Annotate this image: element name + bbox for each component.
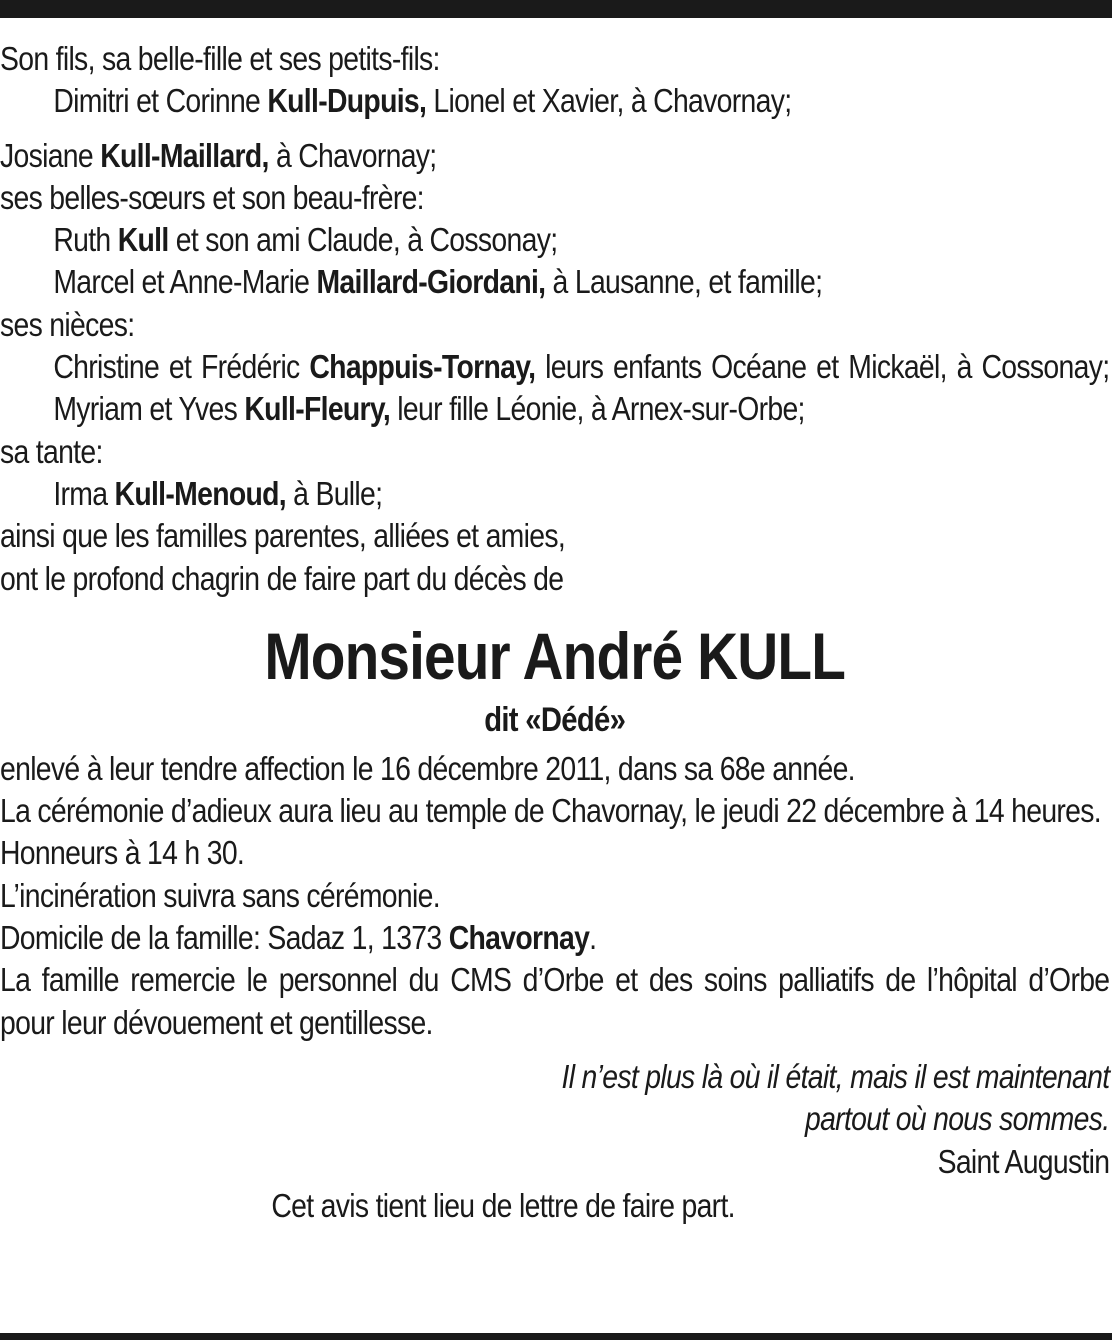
surname: Maillard-Giordani, (316, 263, 546, 301)
text: Irma (53, 474, 115, 512)
josiane-line (0, 135, 1109, 177)
christine-line (0, 346, 1109, 388)
text: Dimitri et Corinne (53, 82, 268, 120)
surname: Kull-Dupuis, (267, 82, 427, 120)
domicile-line (0, 917, 1109, 959)
text: Josiane (0, 136, 101, 174)
aunt-header: sa tante: (0, 432, 103, 470)
honours-line: Honneurs à 14 h 30. (0, 834, 245, 872)
text: leur fille Léonie, à Arnex-sur-Orbe; (390, 390, 805, 428)
text: et son ami Claude, à Cossonay; (168, 221, 558, 259)
text: Lionel et Xavier, à Chavornay; (426, 82, 792, 120)
thanks-paragraph: La famille remercie le personnel du CMS d’Orbe et des soins palliatifs de l’hôpital d’Orbe pour leur dévouement et gentillesse. (0, 961, 1110, 1041)
irma-line (0, 473, 1109, 515)
text: Christine et Frédéric (53, 348, 310, 386)
marcel-line (0, 261, 1109, 303)
deceased-nickname: dit «Dédé» (484, 700, 626, 739)
place: Chavornay (448, 919, 590, 957)
surname: Chappuis-Tornay, (309, 348, 536, 386)
top-rule (0, 0, 1112, 18)
ruth-line (0, 219, 1109, 261)
quote-author: Saint Augustin (937, 1142, 1110, 1180)
surname: Kull-Menoud, (114, 474, 286, 512)
text: leurs enfants Océane et Mickaël, à Cossonay; (535, 348, 1110, 386)
myriam-line (0, 388, 1109, 430)
deceased-name: Monsieur André KULL (264, 618, 846, 693)
text: Marcel et Anne-Marie (53, 263, 317, 301)
text: à Bulle; (285, 474, 383, 512)
son-family-line (0, 80, 1109, 122)
families-line: ainsi que les familles parentes, alliées et amies, (0, 517, 566, 555)
surname: Kull-Maillard, (100, 136, 269, 174)
text: . (589, 919, 597, 957)
son-header: Son fils, sa belle-fille et ses petits-fils: (0, 40, 440, 77)
text: Domicile de la famille: Sadaz 1, 1373 (0, 919, 449, 957)
text: Myriam et Yves (53, 390, 245, 428)
inlaws-header: ses belles-sœurs et son beau-frère: (0, 178, 424, 216)
surname: Kull (117, 221, 169, 259)
taken-line: enlevé à leur tendre affection le 16 décembre 2011, dans sa 68e année. (0, 749, 855, 787)
text: à Chavornay; (268, 136, 437, 174)
ceremony-paragraph: La cérémonie d’adieux aura lieu au temple de Chavornay, le jeudi 22 décembre à 14 heures. (0, 792, 1101, 830)
text: à Lausanne, et famille; (545, 263, 823, 301)
bottom-rule (0, 1333, 1112, 1340)
quote-line-1: Il n’est plus là où il était, mais il est maintenant (561, 1057, 1110, 1095)
cremation-line: L’incinération suivra sans cérémonie. (0, 876, 440, 914)
text: Ruth (53, 221, 118, 259)
closing-line: Cet avis tient lieu de lettre de faire part. (271, 1186, 735, 1224)
announce-line: ont le profond chagrin de faire part du décès de (0, 559, 564, 597)
quote-line-2: partout où nous sommes. (804, 1100, 1110, 1138)
obituary-notice (0, 38, 1109, 1227)
surname: Kull-Fleury, (244, 390, 391, 428)
nieces-header: ses nièces: (0, 305, 135, 343)
